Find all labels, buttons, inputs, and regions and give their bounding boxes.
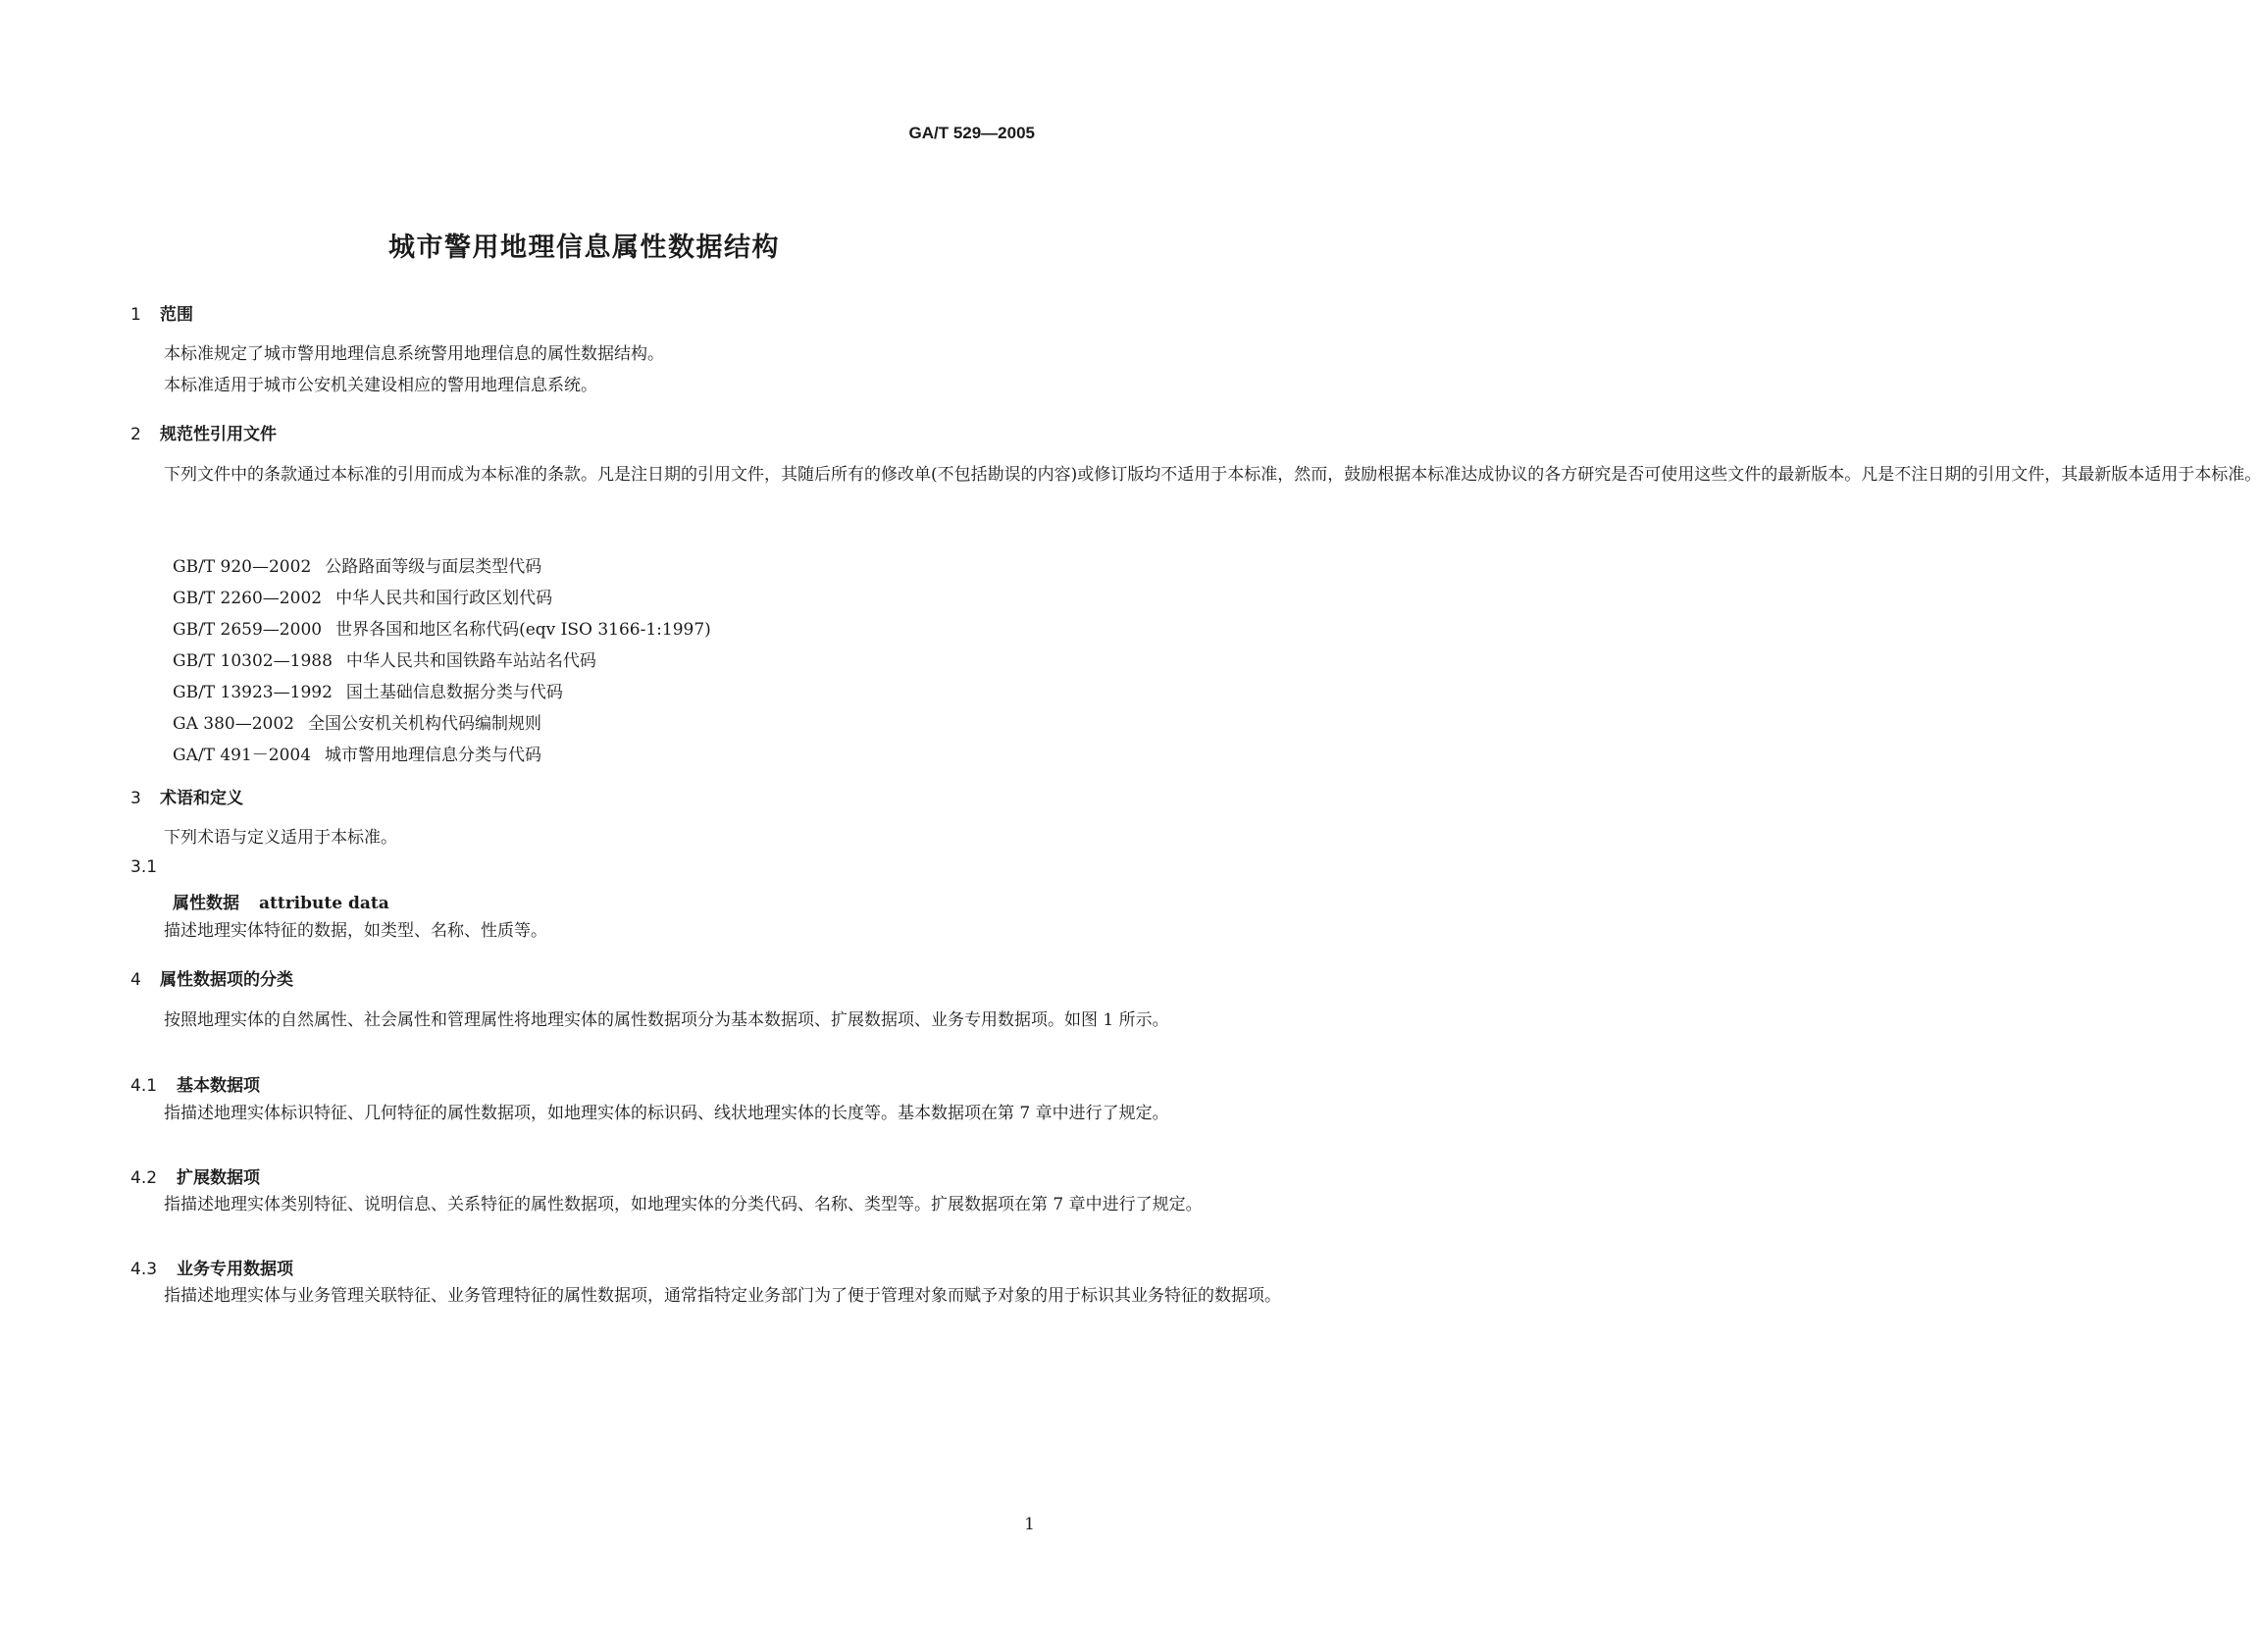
- reference-title: 中华人民共和国铁路车站站名代码: [345, 651, 596, 671]
- reference-item: [173, 645, 711, 677]
- term-chinese: 属性数据: [173, 894, 239, 913]
- reference-title: 世界各国和地区名称代码(eqv ISO 3166-1:1997): [335, 620, 711, 640]
- reference-title: 中华人民共和国行政区划代码: [335, 589, 553, 608]
- clause-title: 基本数据项: [177, 1076, 260, 1096]
- standard-code: GA/T 529—2005: [908, 124, 1035, 142]
- section-1-heading: [130, 300, 193, 325]
- section-4-body: [130, 1005, 1169, 1036]
- paragraph: 本标准适用于城市公安机关建设相应的警用地理信息系统。: [164, 376, 597, 395]
- reference-item: [173, 708, 711, 740]
- paragraph: 指描述地理实体标识特征、几何特征的属性数据项，如地理实体的标识码、线状地理实体的长度等。基本数据项在第 7 章中进行了规定。: [164, 1104, 1169, 1123]
- paragraph: 指描述地理实体类别特征、说明信息、关系特征的属性数据项，如地理实体的分类代码、名称、类型等。扩展数据项在第 7 章中进行了规定。: [164, 1195, 1203, 1214]
- normative-reference-list: [173, 551, 711, 771]
- clause-4-2-heading: [130, 1163, 260, 1188]
- section-2-body: [130, 459, 2261, 490]
- document-title: 城市警用地理信息属性数据结构: [388, 232, 780, 263]
- section-number: 1: [130, 305, 141, 325]
- section-title: 属性数据项的分类: [160, 970, 293, 990]
- term-definition: 描述地理实体特征的数据，如类型、名称、性质等。: [164, 921, 547, 941]
- reference-code: GB/T 2260—2002: [173, 589, 323, 608]
- section-3-body: [130, 822, 1043, 853]
- paragraph: 指描述地理实体与业务管理关联特征、业务管理特征的属性数据项，通常指特定业务部门为了便于管理对象而赋予对象的用于标识其业务特征的数据项。: [164, 1286, 1281, 1306]
- term-entry: [173, 889, 389, 913]
- clause-3-1-heading: [130, 857, 177, 877]
- clause-title: 业务专用数据项: [177, 1260, 293, 1279]
- reference-item: [173, 740, 711, 771]
- section-4-heading: [130, 965, 293, 990]
- section-number: 3: [130, 789, 141, 808]
- reference-code: GB/T 13923—1992: [173, 683, 333, 702]
- clause-title: 扩展数据项: [177, 1168, 260, 1188]
- reference-code: GA 380—2002: [173, 714, 294, 734]
- clause-4-3-body: [130, 1280, 1281, 1312]
- section-title: 术语和定义: [160, 789, 243, 808]
- reference-code: GB/T 2659—2000: [173, 620, 323, 640]
- reference-code: GB/T 920—2002: [173, 557, 312, 577]
- section-1-body: [130, 338, 1043, 401]
- section-title: 规范性引用文件: [160, 425, 277, 444]
- clause-4-1-heading: [130, 1071, 260, 1096]
- paragraph: 下列文件中的条款通过本标准的引用而成为本标准的条款。凡是注日期的引用文件，其随后所有的修改单(不包括勘误的内容)或修订版均不适用于本标准，然而，鼓励根据本标准达成协议的各方研究是否可使用这些文件的最新版本。凡是不注日期的引用文件，其最新版本适用于本标准。: [164, 465, 2261, 485]
- reference-title: 公路路面等级与面层类型代码: [325, 557, 542, 577]
- clause-number: 3.1: [130, 857, 158, 877]
- reference-item: [173, 677, 711, 708]
- clause-number: 4.1: [130, 1076, 158, 1096]
- reference-code: GB/T 10302—1988: [173, 651, 333, 671]
- section-title: 范围: [160, 305, 193, 325]
- term-english: attribute data: [259, 894, 389, 913]
- clause-4-2-body: [130, 1189, 1203, 1220]
- section-number: 4: [130, 970, 141, 990]
- reference-item: [173, 583, 711, 614]
- reference-item: [173, 614, 711, 645]
- paragraph: 下列术语与定义适用于本标准。: [164, 828, 397, 848]
- clause-4-1-body: [130, 1098, 1169, 1129]
- term-definition-block: [130, 915, 1043, 947]
- paragraph: 本标准规定了城市警用地理信息系统警用地理信息的属性数据结构。: [164, 344, 664, 364]
- section-2-heading: [130, 420, 277, 444]
- page-number: 1: [1024, 1515, 1035, 1534]
- reference-title: 全国公安机关机构代码编制规则: [307, 714, 541, 734]
- section-number: 2: [130, 425, 141, 444]
- section-3-heading: [130, 784, 243, 808]
- clause-number: 4.3: [130, 1260, 158, 1279]
- reference-code: GA/T 491－2004: [173, 746, 312, 765]
- reference-title: 国土基础信息数据分类与代码: [345, 683, 563, 702]
- reference-item: [173, 551, 711, 583]
- clause-4-3-heading: [130, 1255, 293, 1279]
- reference-title: 城市警用地理信息分类与代码: [325, 746, 542, 765]
- paragraph: 按照地理实体的自然属性、社会属性和管理属性将地理实体的属性数据项分为基本数据项、扩展数据项、业务专用数据项。如图 1 所示。: [164, 1010, 1169, 1030]
- clause-number: 4.2: [130, 1168, 158, 1188]
